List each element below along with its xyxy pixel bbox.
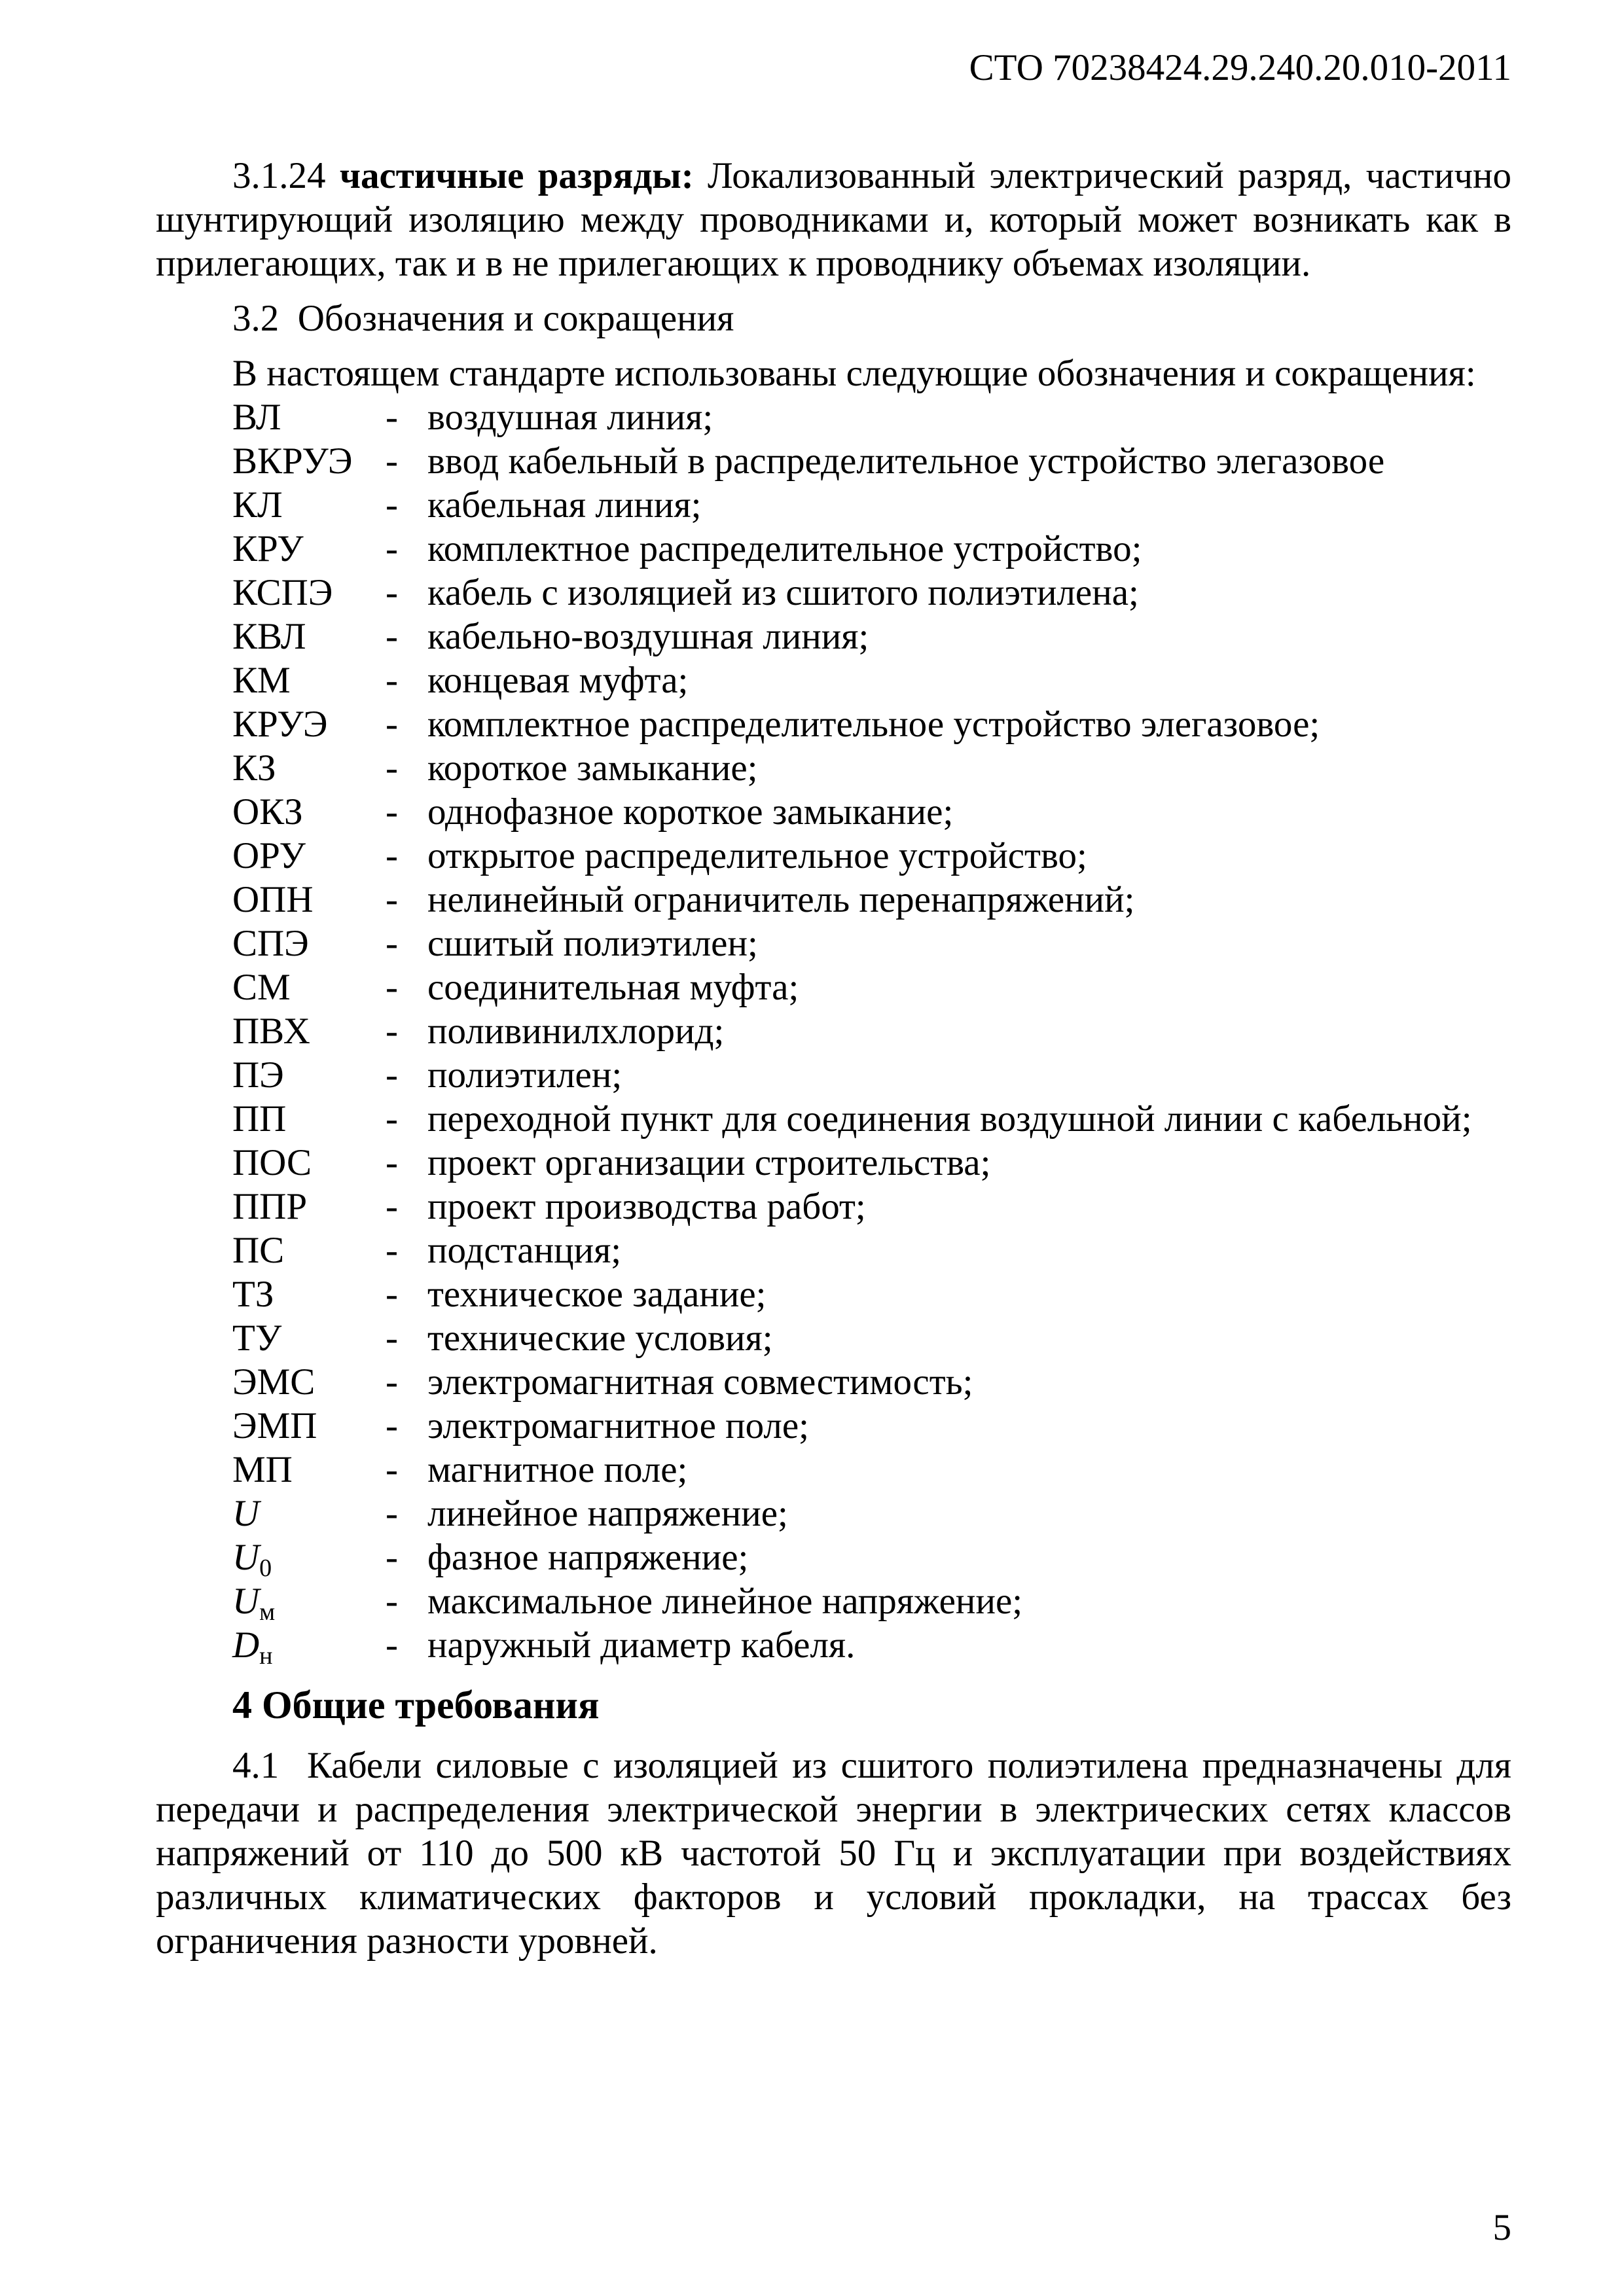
abbreviation-description: электромагнитное поле; [427, 1405, 809, 1446]
abbreviation-code: КЛ [232, 484, 283, 526]
abbreviation-code: КВЛ [232, 616, 306, 657]
abbreviation-row [156, 1053, 1511, 1097]
term-name: частичные разряды: [339, 155, 694, 196]
abbreviation-row [156, 1404, 1511, 1448]
section-4-heading: 4 Общие требования [232, 1683, 600, 1727]
abbreviation-description: подстанция; [427, 1230, 622, 1271]
abbreviation-code: ПВХ [232, 1011, 310, 1052]
symbol-dash: - [386, 1581, 398, 1622]
section-3-2-title: Обозначения и сокращения [297, 298, 734, 339]
clause-4-1-number: 4.1 [232, 1745, 280, 1786]
abbreviation-row [156, 1448, 1511, 1492]
page-content [156, 154, 1511, 1963]
spacer [156, 1727, 1511, 1744]
abbreviation-dash: - [386, 704, 398, 745]
abbreviation-row [156, 1272, 1511, 1316]
symbol-description: фазное напряжение; [427, 1537, 749, 1578]
abbreviation-dash: - [386, 1186, 398, 1227]
abbreviation-code: ПП [232, 1098, 287, 1139]
abbreviation-code: ТУ [232, 1318, 282, 1359]
abbreviation-dash: - [386, 616, 398, 657]
abbreviation-code: ПС [232, 1230, 285, 1271]
section-3-2-number: 3.2 [232, 298, 280, 339]
abbreviation-description: магнитное поле; [427, 1449, 688, 1490]
symbol-subscript: м [259, 1598, 276, 1626]
abbreviation-description: открытое распределительное устройство; [427, 835, 1087, 876]
symbol-letter: D [232, 1624, 260, 1666]
abbreviation-row [156, 1009, 1511, 1053]
clause-4-1-text: Кабели силовые с изоляцией из сшитого полиэтилена предназначены для передачи и распределения электрической энергии в электрических сетях классов напряжений от 110 до 500 кВ частотой 50 Гц и эксплуатации при воздействиях различных климатических факторов и условий прокладки, на трассах без ограничения разности уровней. [156, 1745, 1512, 1962]
abbreviation-list [156, 395, 1511, 1492]
abbreviation-code: ПОС [232, 1142, 312, 1183]
abbreviation-dash: - [386, 1142, 398, 1183]
abbreviation-dash: - [386, 397, 398, 438]
abbreviation-description: нелинейный ограничитель перенапряжений; [427, 879, 1135, 920]
abbreviation-description: ввод кабельный в распределительное устройство элегазовое [427, 440, 1385, 482]
abbreviation-code: ОРУ [232, 835, 306, 876]
abbreviation-row [156, 746, 1511, 790]
abbreviation-row [156, 834, 1511, 878]
abbreviation-row [156, 571, 1511, 615]
symbol-code [232, 1535, 272, 1582]
abbreviation-row [156, 483, 1511, 527]
abbreviation-code: ППР [232, 1186, 308, 1227]
abbreviation-row [156, 702, 1511, 746]
symbol-list [156, 1492, 1511, 1670]
abbreviation-row [156, 1141, 1511, 1185]
symbol-letter: U [232, 1581, 260, 1622]
abbreviation-row [156, 790, 1511, 834]
abbreviation-row [156, 615, 1511, 658]
section-3-2-intro: В настоящем стандарте использованы следующие обозначения и сокращения: [232, 353, 1476, 394]
abbreviation-description: сшитый полиэтилен; [427, 923, 758, 964]
abbreviation-row [156, 439, 1511, 483]
abbreviation-description: однофазное короткое замыкание; [427, 791, 954, 833]
symbol-row [156, 1623, 1511, 1670]
abbreviation-description: кабельная линия; [427, 484, 702, 526]
abbreviation-row [156, 922, 1511, 965]
abbreviation-dash: - [386, 1230, 398, 1271]
abbreviation-description: электромагнитная совместимость; [427, 1361, 973, 1403]
symbol-code [232, 1579, 276, 1626]
abbreviation-row [156, 1185, 1511, 1229]
abbreviation-dash: - [386, 791, 398, 833]
abbreviation-description: полиэтилен; [427, 1054, 623, 1096]
abbreviation-code: СПЭ [232, 923, 309, 964]
symbol-code [232, 1623, 273, 1670]
symbol-subscript: н [259, 1642, 273, 1670]
symbol-dash: - [386, 1493, 398, 1534]
abbreviation-dash: - [386, 879, 398, 920]
abbreviation-row [156, 1360, 1511, 1404]
abbreviation-description: проект организации строительства; [427, 1142, 991, 1183]
abbreviation-code: ПЭ [232, 1054, 284, 1096]
abbreviation-code: КРУ [232, 528, 304, 569]
abbreviation-code: КРУЭ [232, 704, 328, 745]
abbreviation-dash: - [386, 1054, 398, 1096]
term-definition: Локализованный электрический разряд, частично шунтирующий изоляцию между проводниками и, который может возникать как в прилегающих, так и в не прилегающих к проводнику объемах изоляции. [156, 155, 1512, 284]
symbol-dash: - [386, 1624, 398, 1666]
symbol-letter: U [232, 1493, 260, 1534]
abbreviation-description: кабель с изоляцией из сшитого полиэтилена; [427, 572, 1139, 613]
abbreviation-row [156, 1097, 1511, 1141]
abbreviation-dash: - [386, 1405, 398, 1446]
symbol-row [156, 1492, 1511, 1535]
abbreviation-code: ТЗ [232, 1274, 274, 1315]
abbreviation-description: воздушная линия; [427, 397, 713, 438]
abbreviation-row [156, 527, 1511, 571]
symbol-row [156, 1579, 1511, 1626]
symbol-description: наружный диаметр кабеля. [427, 1624, 856, 1666]
abbreviation-code: КМ [232, 660, 291, 701]
abbreviation-code: ОПН [232, 879, 314, 920]
abbreviation-dash: - [386, 1318, 398, 1359]
abbreviation-dash: - [386, 1449, 398, 1490]
abbreviation-code: ЭМП [232, 1405, 317, 1446]
abbreviation-row [156, 1229, 1511, 1272]
abbreviation-code: КСПЭ [232, 572, 333, 613]
abbreviation-description: концевая муфта; [427, 660, 689, 701]
symbol-description: максимальное линейное напряжение; [427, 1581, 1023, 1622]
abbreviation-description: короткое замыкание; [427, 747, 758, 789]
term-number: 3.1.24 [232, 155, 326, 196]
symbol-dash: - [386, 1537, 398, 1578]
document-code-header: СТО 70238424.29.240.20.010-2011 [969, 47, 1511, 88]
spacer [156, 1667, 1511, 1683]
symbol-subscript: 0 [259, 1554, 272, 1582]
spacer [156, 340, 1511, 351]
symbol-letter: U [232, 1537, 260, 1578]
abbreviation-code: СМ [232, 967, 291, 1008]
abbreviation-description: технические условия; [427, 1318, 773, 1359]
abbreviation-code: ЭМС [232, 1361, 316, 1403]
abbreviation-dash: - [386, 1098, 398, 1139]
abbreviation-dash: - [386, 967, 398, 1008]
abbreviation-row [156, 395, 1511, 439]
abbreviation-row [156, 965, 1511, 1009]
abbreviation-description: техническое задание; [427, 1274, 767, 1315]
abbreviation-code: ВКРУЭ [232, 440, 353, 482]
abbreviation-description: соединительная муфта; [427, 967, 799, 1008]
abbreviation-dash: - [386, 484, 398, 526]
abbreviation-dash: - [386, 1274, 398, 1315]
abbreviation-code: МП [232, 1449, 293, 1490]
abbreviation-code: ВЛ [232, 397, 281, 438]
spacer [156, 285, 1511, 296]
abbreviation-code: КЗ [232, 747, 276, 789]
abbreviation-description: кабельно-воздушная линия; [427, 616, 869, 657]
abbreviation-description: поливинилхлорид; [427, 1011, 725, 1052]
abbreviation-row [156, 1316, 1511, 1360]
symbol-description: линейное напряжение; [427, 1493, 788, 1534]
abbreviation-dash: - [386, 835, 398, 876]
abbreviation-dash: - [386, 660, 398, 701]
symbol-row [156, 1535, 1511, 1582]
abbreviation-dash: - [386, 528, 398, 569]
abbreviation-dash: - [386, 923, 398, 964]
abbreviation-description: проект производства работ; [427, 1186, 866, 1227]
page-number: 5 [1492, 2207, 1511, 2248]
abbreviation-dash: - [386, 1011, 398, 1052]
abbreviation-code: ОКЗ [232, 791, 303, 833]
abbreviation-description: комплектное распределительное устройство; [427, 528, 1142, 569]
section-3-2-heading [156, 296, 1511, 340]
abbreviation-dash: - [386, 440, 398, 482]
symbol-code [232, 1492, 259, 1535]
abbreviation-row [156, 658, 1511, 702]
abbreviation-row [156, 878, 1511, 922]
abbreviation-dash: - [386, 747, 398, 789]
abbreviation-description: комплектное распределительное устройство элегазовое; [427, 704, 1320, 745]
abbreviation-dash: - [386, 572, 398, 613]
abbreviation-description: переходной пункт для соединения воздушной линии с кабельной; [427, 1098, 1472, 1139]
term-3-1-24-paragraph [156, 154, 1511, 285]
abbreviation-dash: - [386, 1361, 398, 1403]
clause-4-1-paragraph [156, 1744, 1511, 1963]
